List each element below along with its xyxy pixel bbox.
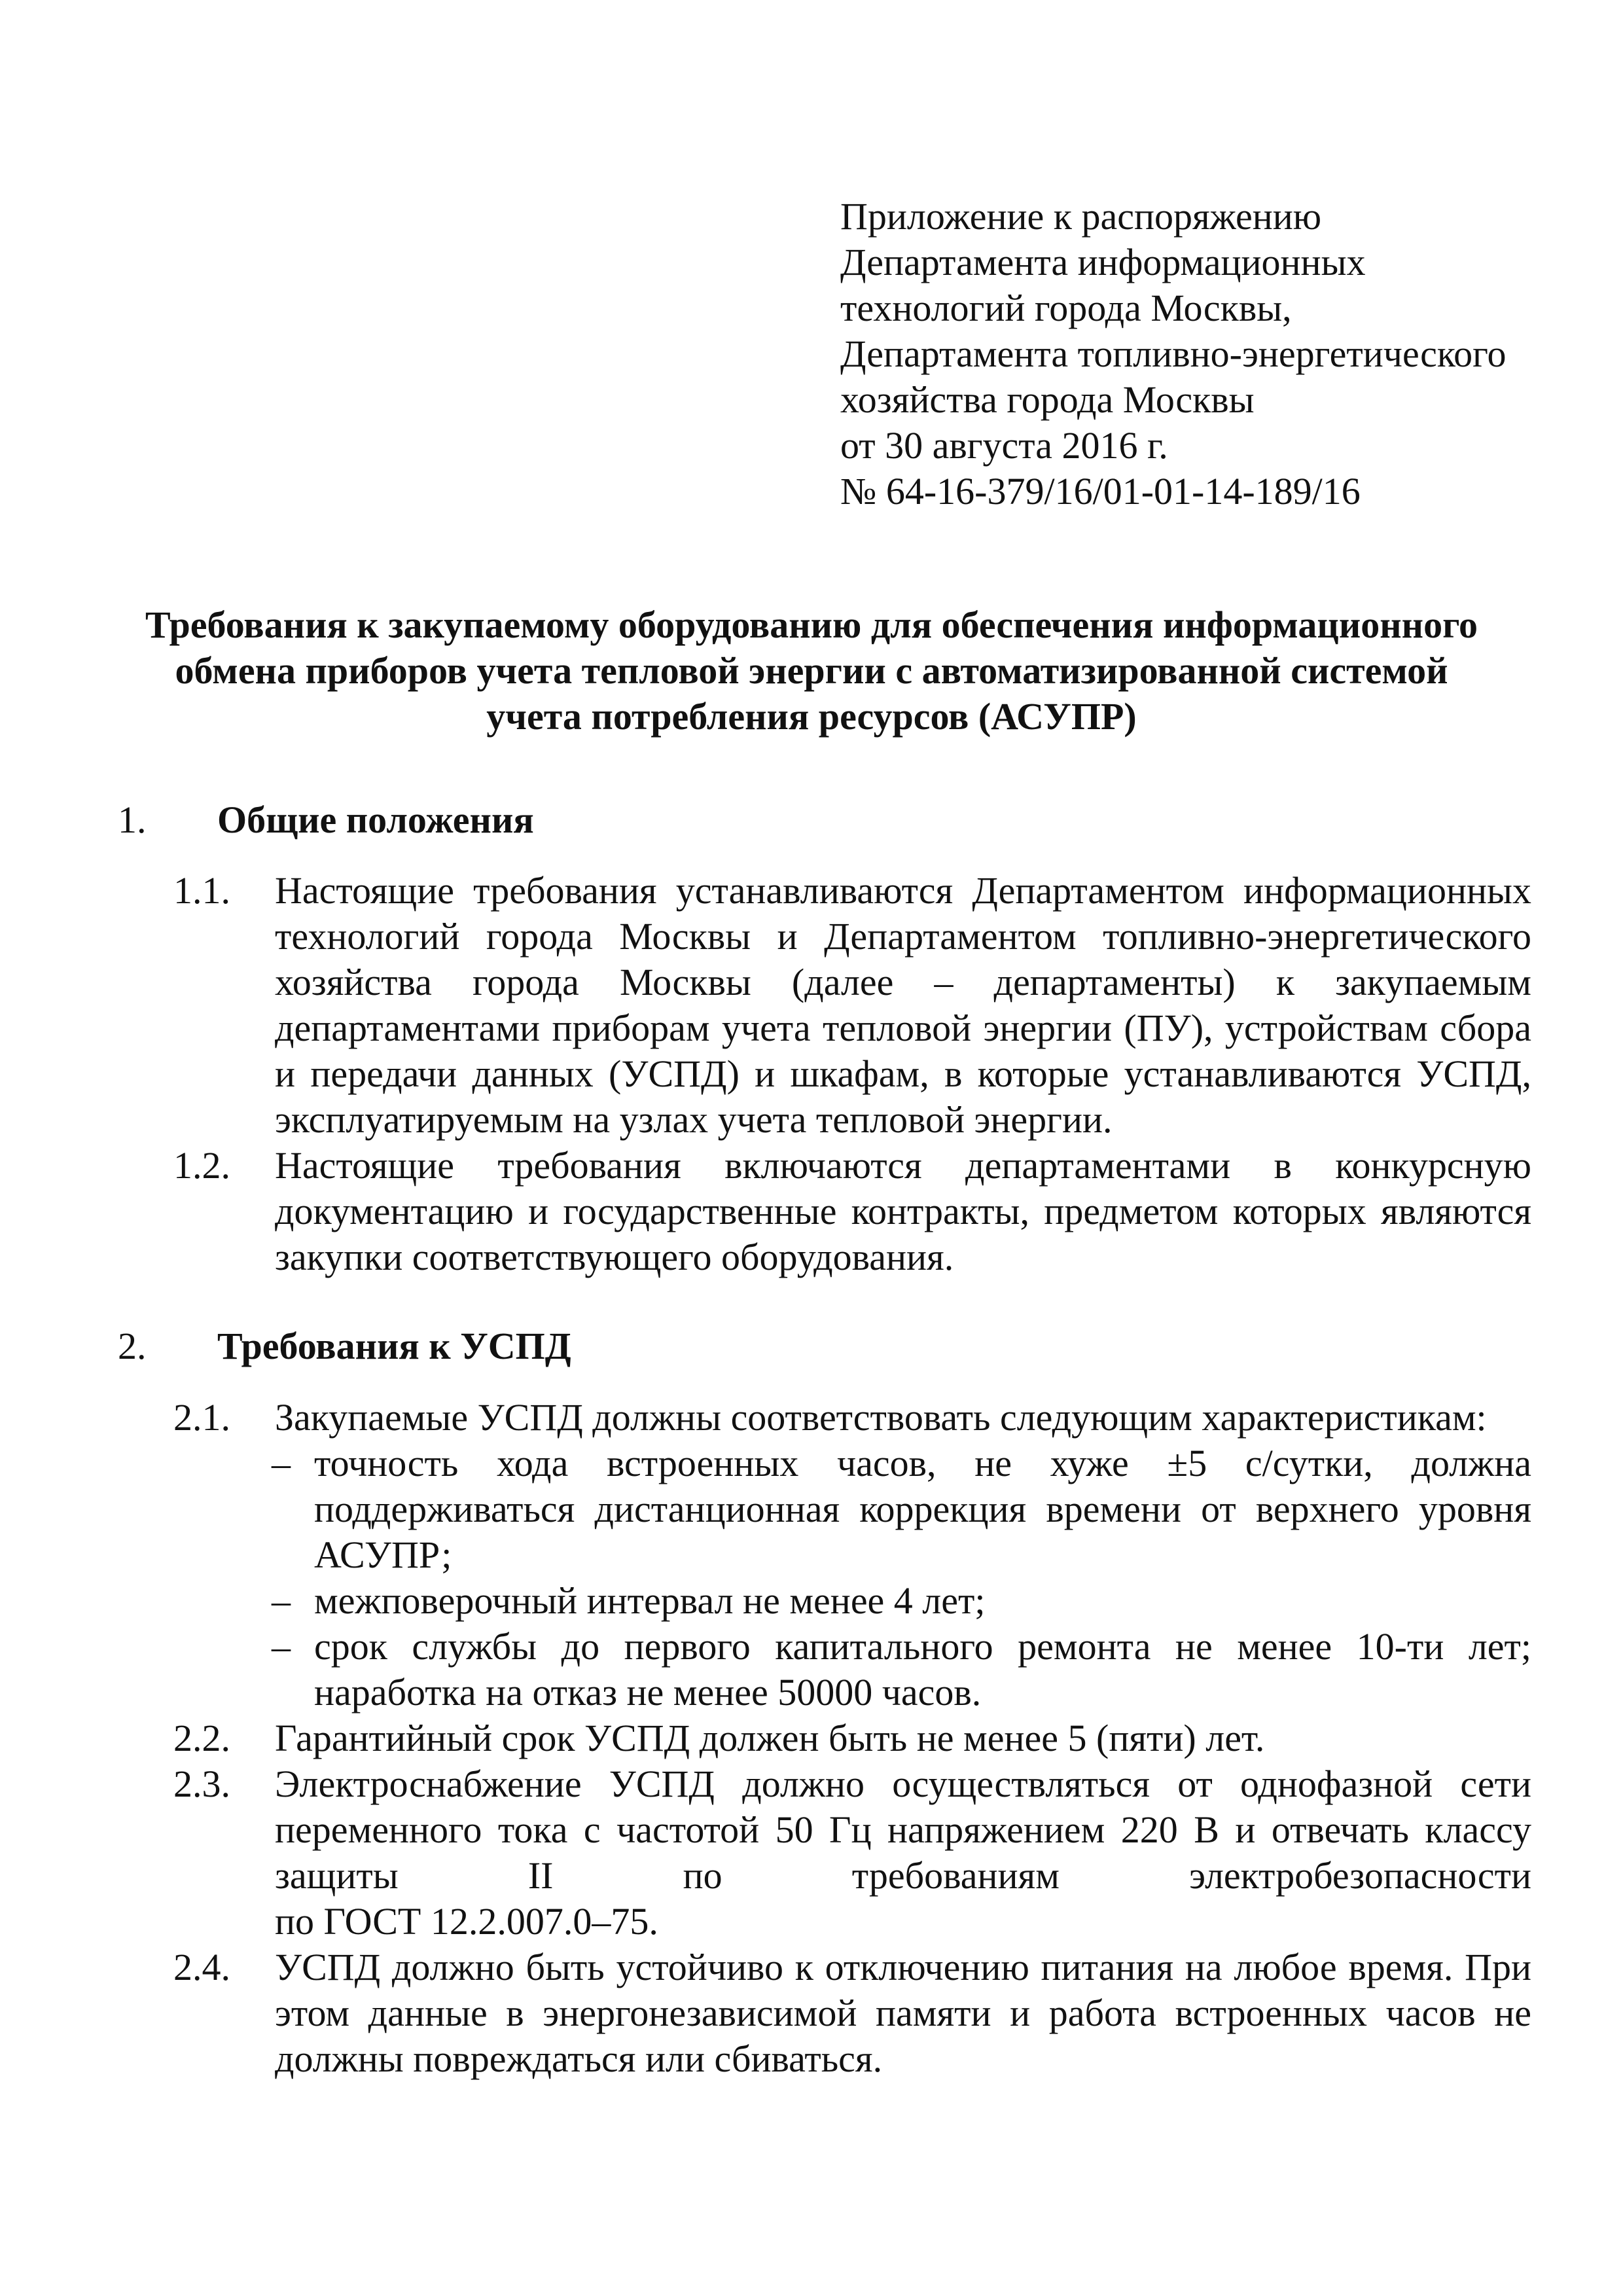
paragraph-2-2 (173, 1715, 1531, 1761)
list-item: – срок службы до первого капитального ремонта не менее 10-ти лет; наработка на отказ не менее 50000 часов. (272, 1625, 1531, 1713)
section-number: 2. (118, 1325, 147, 1367)
paragraph-text: 1.1. Настоящие требования устанавливаются Департаментом информационных технологий города Москвы и Департаментом топливно-энергетического хозяйства города Москвы (далее – департаменты) к закупаемым департаментами приборам учета тепловой энергии (ПУ), устройствам сбора и передачи данных (УСПД) и шкафам, в которые устанавливаются УСПД, эксплуатируемым на узлах учета тепловой энергии. (173, 869, 1531, 1141)
paragraph-text: 2.3. Электроснабжение УСПД должно осуществляться от однофазной сети переменного тока с частотой 50 Гц напряжением 220 В и отвечать классу защиты II по требованиям электробезопасности (173, 1763, 1531, 1897)
paragraph-number: 2.4. (173, 1946, 230, 1988)
paragraph-text-tail: по ГОСТ 12.2.007.0–75. (275, 1900, 658, 1943)
dash-marker: – (272, 1625, 291, 1668)
title-line: учета потребления ресурсов (АСУПР) (486, 695, 1137, 738)
paragraph-text: 2.2. Гарантийный срок УСПД должен быть не менее 5 (пяти) лет. (173, 1715, 1531, 1761)
paragraph-text: 1.2. Настоящие требования включаются департаментами в конкурсную документацию и государственные контракты, предметом которых являются закупки соответствующего оборудования. (173, 1144, 1531, 1278)
approval-line: от 30 августа 2016 г. (840, 424, 1168, 467)
paragraph-1-2 (173, 1143, 1531, 1280)
list-item: – точность хода встроенных часов, не хуже ±5 с/сутки, должна поддерживаться дистанционная коррекция времени от верхнего уровня АСУПР; (272, 1442, 1531, 1576)
section-title: Общие положения (217, 798, 534, 841)
title-line: Требования к закупаемому оборудованию для обеспечения информационного (145, 603, 1478, 646)
paragraph-text: 2.4. УСПД должно быть устойчиво к отключению питания на любое время. При этом данные в энергонезависимой памяти и работа встроенных часов не должны повреждаться или сбиваться. (173, 1946, 1531, 2080)
paragraph-2-1 (173, 1395, 1531, 1441)
approval-line: Департамента информационных (840, 241, 1366, 283)
dash-marker: – (272, 1442, 291, 1484)
paragraph-2-4 (173, 1945, 1531, 2082)
title-line: обмена приборов учета тепловой энергии с автоматизированной системой (175, 649, 1448, 692)
list-item: – межповерочный интервал не менее 4 лет; (272, 1578, 1531, 1624)
paragraph-number: 2.2. (173, 1717, 230, 1759)
paragraph-2-3 (173, 1761, 1531, 1945)
section-number: 1. (118, 798, 147, 841)
paragraph-number: 2.1. (173, 1396, 230, 1439)
paragraph-1-1 (173, 868, 1531, 1143)
dash-marker: – (272, 1579, 291, 1622)
approval-line: Приложение к распоряжению (840, 195, 1322, 238)
bullet-list (272, 1441, 1531, 1715)
paragraph-number: 1.2. (173, 1144, 230, 1187)
approval-block (840, 194, 1560, 514)
section-heading-2 (118, 1323, 571, 1369)
document-title (118, 602, 1505, 740)
approval-number: № 64-16-379/16/01-01-14-189/16 (840, 470, 1361, 512)
section-heading-1 (118, 797, 534, 843)
approval-line: Департамента топливно-энергетического (840, 332, 1507, 375)
section-title: Требования к УСПД (217, 1325, 571, 1367)
paragraph-number: 1.1. (173, 869, 230, 912)
paragraph-number: 2.3. (173, 1763, 230, 1805)
approval-line: хозяйства города Москвы (840, 378, 1255, 421)
paragraph-text: 2.1. Закупаемые УСПД должны соответствовать следующим характеристикам: (173, 1395, 1531, 1441)
approval-line: технологий города Москвы, (840, 287, 1292, 329)
